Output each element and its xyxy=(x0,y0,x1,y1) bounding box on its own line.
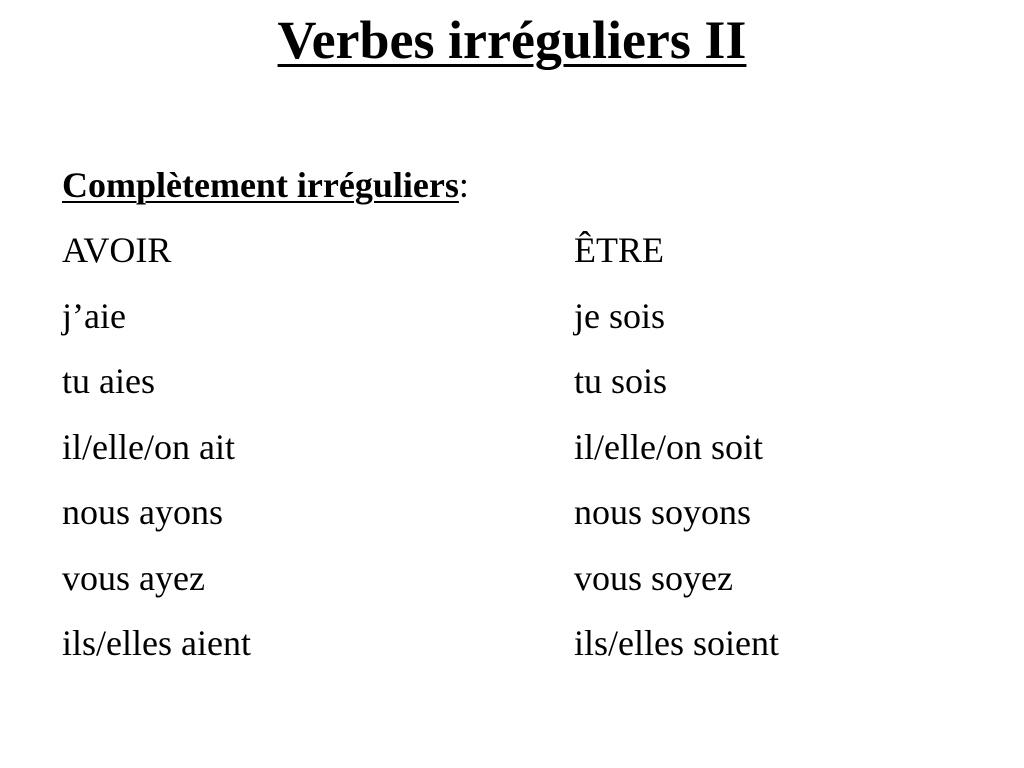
slide-title xyxy=(0,8,1024,72)
verb-etre-infinitive: ÊTRE xyxy=(574,230,664,270)
conjugation-row xyxy=(62,358,962,424)
conjugation-row xyxy=(62,424,962,490)
etre-form-nous: nous soyons xyxy=(574,492,752,532)
etre-form-je: je sois xyxy=(574,295,666,336)
section-heading-label: Complètement irréguliers xyxy=(62,165,459,205)
conjugation-row xyxy=(62,555,962,621)
avoir-form-tu: tu aies xyxy=(62,361,155,401)
avoir-form-nous: nous ayons xyxy=(62,492,223,532)
section-heading xyxy=(62,162,469,208)
avoir-form-ils: ils/elles aient xyxy=(62,623,251,663)
conjugation-table xyxy=(62,227,962,686)
conjugation-row xyxy=(62,620,962,686)
conjugation-row xyxy=(62,489,962,555)
etre-form-ils: ils/elles soient xyxy=(574,623,779,663)
avoir-form-il: il/elle/on ait xyxy=(62,426,235,467)
etre-form-tu: tu sois xyxy=(574,361,668,401)
section-heading-colon: : xyxy=(458,165,469,205)
avoir-form-je: j’aie xyxy=(62,295,126,336)
avoir-form-vous: vous ayez xyxy=(62,557,205,598)
etre-form-vous: vous soyez xyxy=(574,557,733,598)
conjugation-header-row xyxy=(62,227,962,293)
conjugation-row xyxy=(62,293,962,359)
slide-title-text: Verbes irréguliers II xyxy=(277,10,747,70)
verb-avoir-infinitive: AVOIR xyxy=(62,230,172,270)
etre-form-il: il/elle/on soit xyxy=(574,426,763,467)
